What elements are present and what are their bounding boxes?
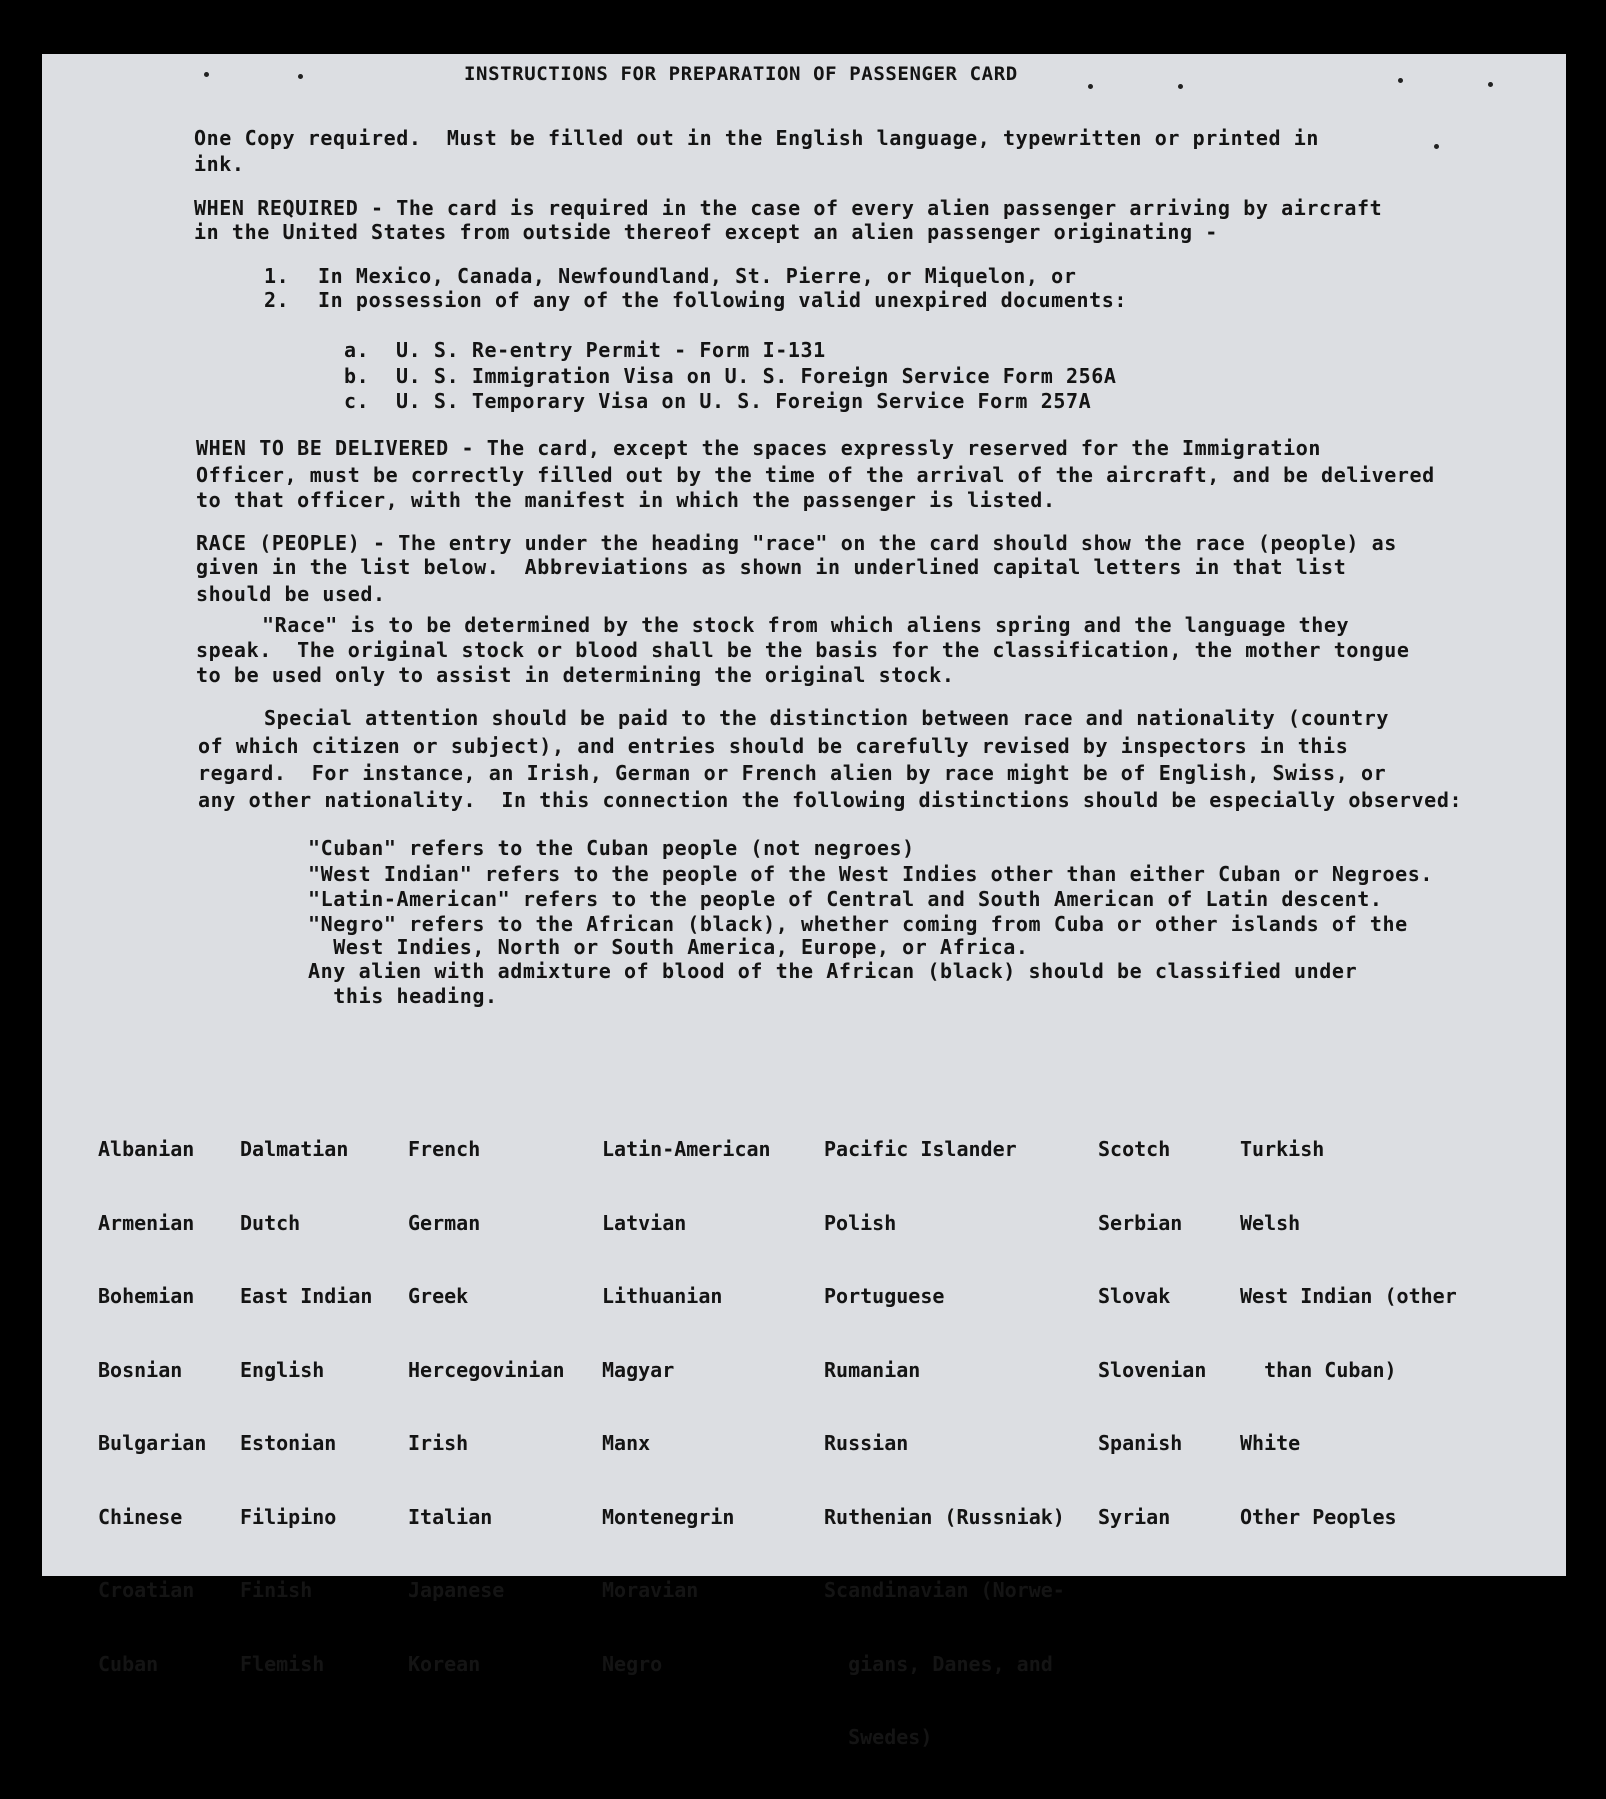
race-entry: Albanian bbox=[98, 1137, 195, 1161]
race-entry: French bbox=[408, 1137, 481, 1161]
instruction-sheet bbox=[42, 54, 1566, 1749]
race-entry: Slovak bbox=[1098, 1284, 1171, 1308]
when-delivered-line-3: to that officer, with the manifest in which the passenger is listed. bbox=[196, 488, 1056, 512]
race-entry: Scandinavian (Norwe- bbox=[824, 1578, 1065, 1602]
distinction-line: Any alien with admixture of blood of the African (black) should be classified under bbox=[308, 959, 1358, 983]
race-entry: Swedes) bbox=[824, 1725, 933, 1749]
race-entry: West Indian (other bbox=[1240, 1284, 1457, 1308]
special-attention-line-4: any other nationality. In this connection the following distinctions should be especially observed: bbox=[198, 788, 1463, 812]
intro-line-2: ink. bbox=[194, 152, 245, 176]
race-entry: German bbox=[408, 1210, 481, 1235]
race-entry: Filipino bbox=[240, 1504, 337, 1529]
speck-mark bbox=[1178, 84, 1183, 89]
race-entry: Syrian bbox=[1098, 1504, 1171, 1529]
race-entry: Latvian bbox=[602, 1210, 687, 1235]
distinction-line: this heading. bbox=[308, 984, 498, 1008]
document-text: U. S. Re-entry Permit - Form I-131 bbox=[396, 338, 826, 362]
speck-mark bbox=[204, 72, 209, 77]
race-line-3: should be used. bbox=[196, 582, 386, 606]
distinction-line: "Latin-American" refers to the people of Central and South American of Latin descent. bbox=[308, 887, 1383, 911]
race-entry: Cuban bbox=[98, 1651, 159, 1676]
race-entry: Magyar bbox=[602, 1357, 675, 1382]
distinction-line: "Negro" refers to the African (black), whether coming from Cuba or other islands of the bbox=[308, 912, 1408, 936]
race-entry: Korean bbox=[408, 1651, 481, 1676]
race-entry: gians, Danes, and bbox=[824, 1651, 1053, 1676]
document-text: U. S. Immigration Visa on U. S. Foreign Service Form 256A bbox=[396, 364, 1117, 388]
special-attention-line-2: of which citizen or subject), and entries should be carefully revised by inspectors in this bbox=[198, 734, 1349, 758]
distinction-line: "West Indian" refers to the people of the West Indies other than either Cuban or Negroes. bbox=[308, 862, 1434, 886]
exception-number: 2. bbox=[264, 288, 290, 312]
race-entry: Spanish bbox=[1098, 1431, 1183, 1455]
race-list-column-4 bbox=[602, 1088, 771, 1725]
when-required-line-2: in the United States from outside thereof except an alien passenger originating - bbox=[194, 220, 1218, 244]
race-entry: Hercegovinian bbox=[408, 1357, 565, 1382]
race-entry: Bohemian bbox=[98, 1284, 195, 1308]
race-list-column-6 bbox=[1098, 1088, 1206, 1578]
race-entry: Pacific Islander bbox=[824, 1137, 1017, 1161]
race-list-column-2 bbox=[240, 1088, 372, 1725]
race-entry: White bbox=[1240, 1431, 1301, 1455]
race-entry: Manx bbox=[602, 1431, 651, 1455]
race-entry: Russian bbox=[824, 1431, 909, 1455]
speck-mark bbox=[1088, 84, 1093, 89]
when-delivered-line-1: WHEN TO BE DELIVERED - The card, except the spaces expressly reserved for the Immigration bbox=[196, 436, 1322, 460]
speck-mark bbox=[298, 74, 303, 79]
race-definition-line-3: to be used only to assist in determining the original stock. bbox=[196, 663, 955, 687]
speck-mark bbox=[1398, 78, 1403, 83]
race-entry: than Cuban) bbox=[1240, 1357, 1397, 1382]
race-entry: Polish bbox=[824, 1210, 897, 1235]
race-line-2: given in the list below. Abbreviations as shown in underlined capital letters in that list bbox=[196, 555, 1347, 579]
race-definition-line-2: speak. The original stock or blood shall be the basis for the classification, the mother tongue bbox=[196, 638, 1410, 662]
race-entry: Japanese bbox=[408, 1578, 505, 1602]
race-entry: Rumanian bbox=[824, 1357, 921, 1382]
race-entry: Lithuanian bbox=[602, 1284, 723, 1308]
document-text: U. S. Temporary Visa on U. S. Foreign Service Form 257A bbox=[396, 389, 1092, 413]
race-line-1: RACE (PEOPLE) - The entry under the heading "race" on the card should show the race (people) as bbox=[196, 531, 1397, 555]
race-list-column-7 bbox=[1240, 1088, 1457, 1578]
speck-mark bbox=[1488, 82, 1493, 87]
distinction-line: West Indies, North or South America, Europe, or Africa. bbox=[308, 935, 1029, 959]
speck-mark bbox=[1434, 144, 1439, 149]
race-entry: Montenegrin bbox=[602, 1504, 735, 1529]
exception-text: In possession of any of the following valid unexpired documents: bbox=[318, 288, 1128, 312]
race-entry: English bbox=[240, 1357, 325, 1382]
race-entry: Bulgarian bbox=[98, 1431, 207, 1455]
when-required-line-1: WHEN REQUIRED - The card is required in the case of every alien passenger arriving by aircraft bbox=[194, 196, 1383, 220]
race-entry: Slovenian bbox=[1098, 1357, 1207, 1382]
race-entry: Serbian bbox=[1098, 1210, 1183, 1235]
race-entry: Negro bbox=[602, 1651, 663, 1676]
race-entry: Greek bbox=[408, 1284, 469, 1308]
race-list-column-1 bbox=[98, 1088, 206, 1725]
document-letter: b. bbox=[344, 364, 370, 388]
race-entry: Dalmatian bbox=[240, 1137, 349, 1161]
race-entry: Latin-American bbox=[602, 1137, 771, 1161]
race-entry: Croatian bbox=[98, 1578, 195, 1602]
race-entry: Other Peoples bbox=[1240, 1504, 1397, 1529]
race-entry: Bosnian bbox=[98, 1357, 183, 1382]
race-entry: Estonian bbox=[240, 1431, 337, 1455]
intro-line-1: One Copy required. Must be filled out in the English language, typewritten or printed in bbox=[194, 126, 1320, 150]
document-letter: c. bbox=[344, 389, 370, 413]
race-entry: Chinese bbox=[98, 1504, 183, 1529]
exception-text: In Mexico, Canada, Newfoundland, St. Pierre, or Miquelon, or bbox=[318, 264, 1077, 288]
race-entry: Italian bbox=[408, 1504, 493, 1529]
race-definition-line-1: "Race" is to be determined by the stock from which aliens spring and the language they bbox=[262, 613, 1350, 637]
race-entry: Dutch bbox=[240, 1210, 301, 1235]
race-entry: Ruthenian (Russniak) bbox=[824, 1504, 1065, 1529]
race-entry: Welsh bbox=[1240, 1210, 1301, 1235]
race-entry: Flemish bbox=[240, 1651, 325, 1676]
page-title: INSTRUCTIONS FOR PREPARATION OF PASSENGER CARD bbox=[464, 63, 1018, 85]
race-entry: Turkish bbox=[1240, 1137, 1325, 1161]
race-entry: Irish bbox=[408, 1431, 469, 1455]
special-attention-line-1: Special attention should be paid to the distinction between race and nationality (country bbox=[264, 706, 1390, 730]
race-entry: East Indian bbox=[240, 1284, 373, 1308]
race-entry: Moravian bbox=[602, 1578, 699, 1602]
race-list-column-5 bbox=[824, 1088, 1065, 1799]
race-entry: Portuguese bbox=[824, 1284, 945, 1308]
special-attention-line-3: regard. For instance, an Irish, German or French alien by race might be of English, Swiss, or bbox=[198, 761, 1387, 785]
document-letter: a. bbox=[344, 338, 370, 362]
race-list-column-3 bbox=[408, 1088, 565, 1725]
race-entry: Finish bbox=[240, 1578, 313, 1602]
exception-number: 1. bbox=[264, 264, 290, 288]
when-delivered-line-2: Officer, must be correctly filled out by the time of the arrival of the aircraft, and be delivered bbox=[196, 463, 1435, 487]
race-entry: Armenian bbox=[98, 1210, 195, 1235]
race-entry: Scotch bbox=[1098, 1137, 1171, 1161]
distinction-line: "Cuban" refers to the Cuban people (not negroes) bbox=[308, 836, 915, 860]
